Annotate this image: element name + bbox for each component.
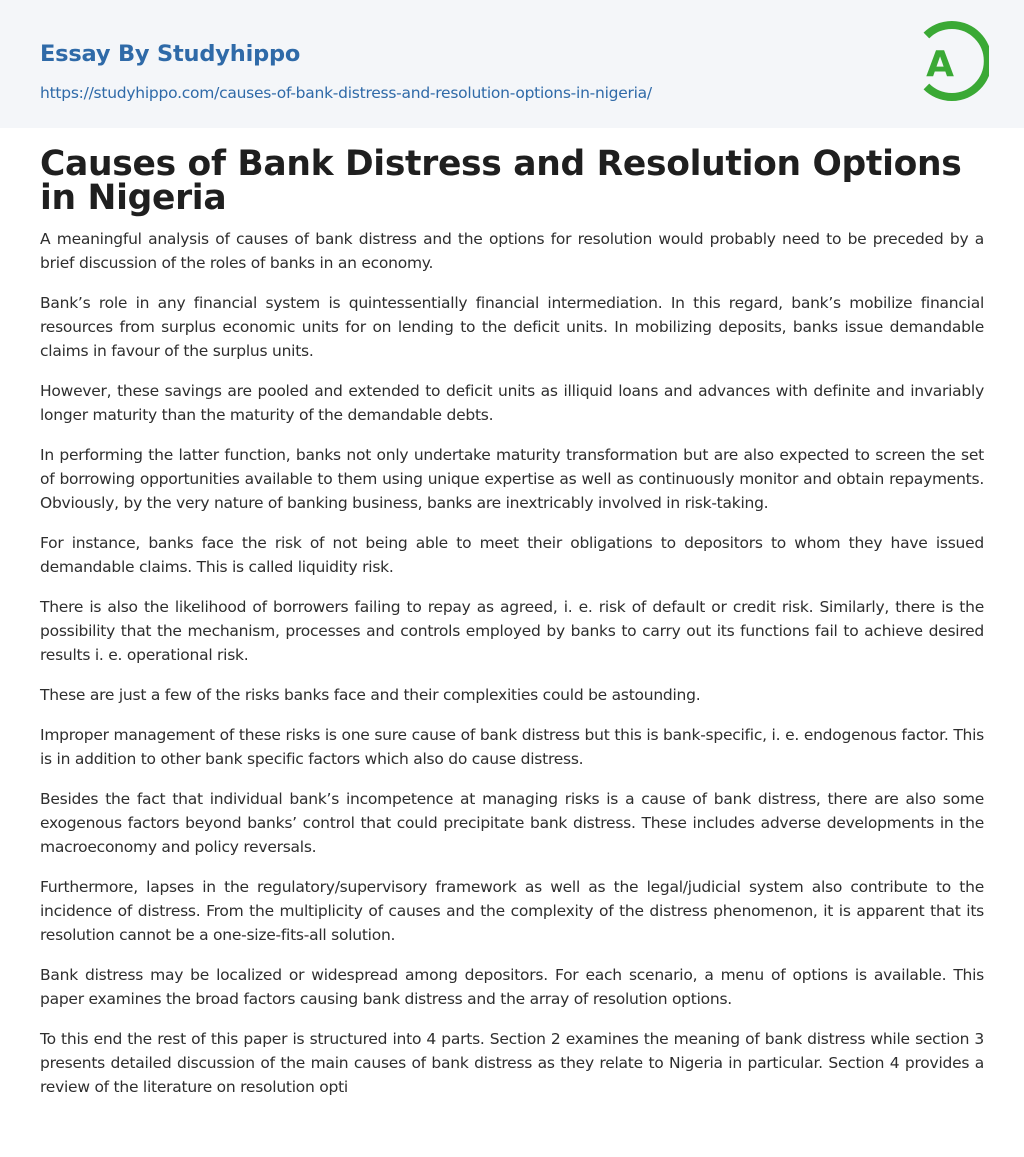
article-paragraph: These are just a few of the risks banks face and their complexities could be astounding. — [40, 686, 701, 704]
article-paragraph: Besides the fact that individual bank’s incompetence at managing risks is a cause of bank distress, there are also some exogenous factors beyond banks’ control that could precipitate bank distress. These includes adverse developments in the macroeconomy and policy reversals. — [40, 790, 984, 856]
article-paragraph: Bank’s role in any financial system is quintessentially financial intermediation. In this regard, bank’s mobilize financial resources from surplus economic units for on lending to the deficit units. In mobilizing deposits, banks issue demandable claims in favour of the surplus units. — [40, 294, 984, 360]
article-paragraph: Improper management of these risks is one sure cause of bank distress but this is bank-specific, i. e. endogenous factor. This is in addition to other bank specific factors which also do cause distress. — [40, 726, 984, 768]
article-paragraph: Bank distress may be localized or widespread among depositors. For each scenario, a menu of options is available. This paper examines the broad factors causing bank distress and the array of resolution options. — [40, 966, 984, 1008]
article-paragraph: There is also the likelihood of borrowers failing to repay as agreed, i. e. risk of default or credit risk. Similarly, there is the possibility that the mechanism, processes and controls employed by banks to carry out its functions fail to achieve desired results i. e. operational risk. — [40, 598, 984, 664]
article-paragraph: However, these savings are pooled and extended to deficit units as illiquid loans and advances with definite and invariably longer maturity than the maturity of the demandable debts. — [40, 382, 984, 424]
article-paragraph: In performing the latter function, banks not only undertake maturity transformation but are also expected to screen the set of borrowing opportunities available to them using unique expertise as well as continuously monitor and obtain repayments. Obviously, by the very nature of banking business, banks are inextricably involved in risk-taking. — [40, 446, 984, 512]
article-paragraph: To this end the rest of this paper is structured into 4 parts. Section 2 examines the meaning of bank distress while section 3 presents detailed discussion of the main causes of bank distress as they relate to Nigeria in particular. Section 4 provides a review of the literature on resolution opti — [40, 1030, 984, 1096]
article-paragraph: For instance, banks face the risk of not being able to meet their obligations to depositors to whom they have issued demandable claims. This is called liquidity risk. — [40, 534, 984, 576]
essay-url-link[interactable]: https://studyhippo.com/causes-of-bank-distress-and-resolution-options-in-nigeria/ — [40, 84, 652, 102]
studyhippo-logo-icon[interactable] — [909, 18, 989, 106]
article-paragraph: A meaningful analysis of causes of bank distress and the options for resolution would probably need to be preceded by a brief discussion of the roles of banks in an economy. — [40, 230, 984, 272]
logo-letter: A — [926, 44, 954, 85]
article-title: Causes of Bank Distress and Resolution Options in Nigeria — [40, 144, 962, 218]
site-brand[interactable]: Essay By Studyhippo — [40, 41, 301, 67]
article-paragraph: Furthermore, lapses in the regulatory/supervisory framework as well as the legal/judicial system also contribute to the incidence of distress. From the multiplicity of causes and the complexity of the distress phenomenon, it is apparent that its resolution cannot be a one-size-fits-all solution. — [40, 878, 984, 944]
article — [40, 144, 984, 1115]
site-header — [0, 0, 1024, 128]
